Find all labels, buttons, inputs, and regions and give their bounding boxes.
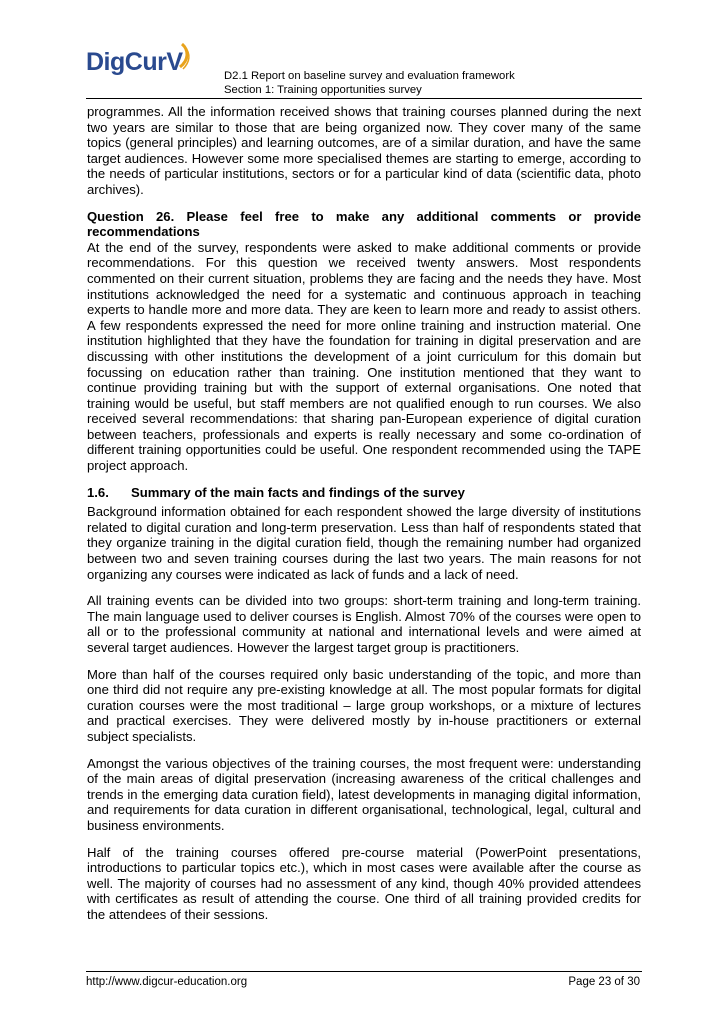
summary-paragraph-4: Amongst the various objectives of the training courses, the most frequent were: understanding of the main areas of digital preservation (increasing awareness of the critical challenges and trends in the emerging data curation field), latest developments in managing digital information, and requirements for data curation in different organisational, technological, legal, cultural and business environments. [87,755,641,833]
logo-swoosh-icon [152,42,192,78]
summary-paragraph-3: More than half of the courses required only basic understanding of the topic, and more than one third did not require any pre-existing knowledge at all. The most popular formats for digital curation courses were the most traditional – large group workshops, or a mixture of lectures and practical exercises. They were delivered mostly by in-house practitioners or external subject specialists. [87,666,641,744]
header-divider [86,98,642,99]
digcurv-logo [86,42,192,82]
question-26-heading: Question 26. Please feel free to make any additional comments or provide recommendations [87,208,641,240]
section-title: Summary of the main facts and findings of the survey [131,484,465,500]
summary-paragraph-5: Half of the training courses offered pre-course material (PowerPoint presentations, introductions to particular topics etc.), which in most cases were available after the course as well. The majority of courses had no assessment of any kind, though 40% provided attendees with certificates as result of attending the course. One third of all training provided credits for the attendees of their sessions. [87,844,641,922]
question-26-text: At the end of the survey, respondents were asked to make additional comments or provide recommendations. For this question we received twenty answers. Most respondents commented on their current situation, problems they are facing and the needs they have. Most institutions acknowledged the need for a systematic and continuous approach in teaching experts to handle more and more data. They are keen to learn more and ready to assist others. A few respondents expressed the need for more online training and instruction material. One institution highlighted that they have the foundation for training in digital preservation and are discussing with other institutions the development of a joint curriculum for this domain but focussing on education rather than training. One institution mentioned that they want to continue providing training but with the support of external organisations. One noted that training would be useful, but staff members are not qualified enough to run courses. We also received several recommendations: that sharing pan-European experience of digital curation between teachers, professionals and experts is really necessary and some co-ordination of different training opportunities could be useful. One respondent recommended using the TAPE project approach. [87,239,641,474]
section-heading [87,485,641,501]
footer-url[interactable]: http://www.digcur-education.org [86,976,248,988]
paragraph-continuation: programmes. All the information received shows that training courses planned during the next two years are similar to those that are being organized now. They cover many of the same topics (general principles) and learning outcomes, are of a similar duration, and have the same target audiences. However some more specialised themes are starting to emerge, according to the needs of particular institutions, sectors or for a particular kind of data (scientific data, photo archives). [87,104,641,197]
header-section: Section 1: Training opportunities survey [224,84,422,96]
document-header [224,69,515,97]
summary-paragraph-2: All training events can be divided into two groups: short-term training and long-term training. The main language used to deliver courses is English. Almost 70% of the courses were open to all or to the professional community at national and international levels and were aimed at several target audiences. However the largest target group is practitioners. [87,593,641,655]
logo-text: DigCurV [86,48,183,76]
footer-divider [86,971,642,972]
section-number: 1.6. [87,484,109,500]
page-number: Page 23 of 30 [568,976,640,988]
page-footer [86,976,640,988]
header-title: D2.1 Report on baseline survey and evaluation framework [224,70,515,82]
summary-paragraph-1: Background information obtained for each respondent showed the large diversity of institutions related to digital curation and long-term preservation. Less than half of respondents stated that they organize training in the digital curation field, though the remaining number had organized between two and seven training courses during the last two years. The main reasons for not organizing any courses were indicated as lack of funds and a lack of need. [87,504,641,582]
page-content [87,104,641,923]
